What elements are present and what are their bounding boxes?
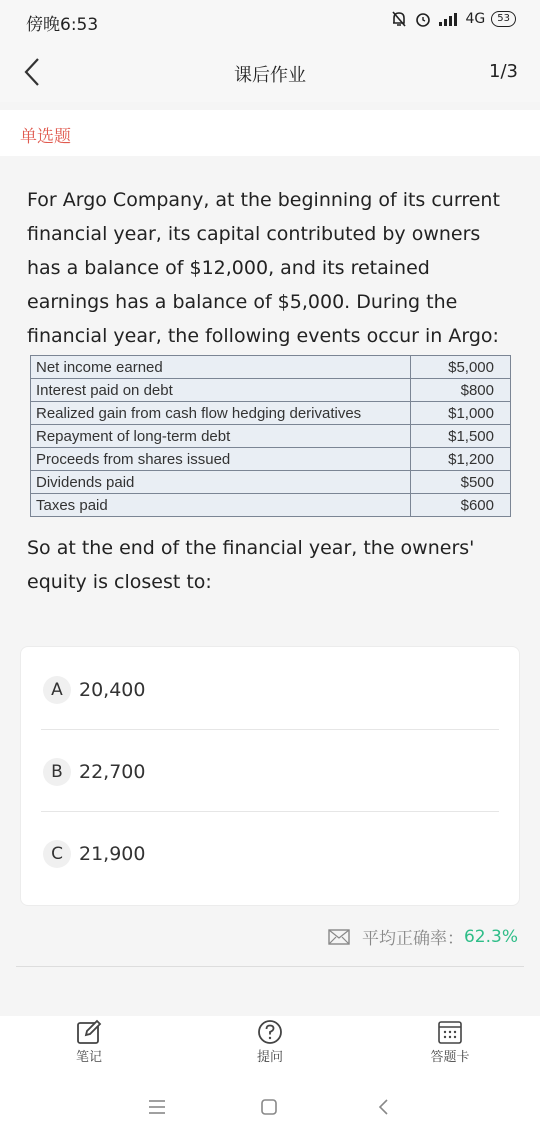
mute-bell-icon [390, 10, 408, 28]
table-row [31, 402, 511, 425]
status-bar [0, 0, 540, 44]
events-table [30, 355, 511, 517]
table-row [31, 425, 511, 448]
event-amount: $5,000 [411, 356, 511, 379]
back-arrow-icon [376, 1098, 390, 1116]
tab-label: 笔记 [75, 1050, 102, 1065]
accuracy-stat [328, 924, 518, 949]
nav-bar [0, 44, 540, 102]
option-a[interactable] [41, 649, 499, 731]
status-icons [390, 10, 517, 28]
status-time: 傍晚6:53 [26, 15, 99, 35]
table-row [31, 494, 511, 517]
option-text: 21,900 [79, 843, 146, 865]
menu-button[interactable] [142, 1094, 172, 1120]
accuracy-value: 62.3% [463, 926, 518, 947]
question-type-label: 单选题 [20, 127, 71, 147]
option-letter: B [43, 758, 71, 786]
event-name: Repayment of long-term debt [31, 425, 411, 448]
event-amount: $600 [411, 494, 511, 517]
option-divider [41, 729, 499, 730]
battery-icon: 53 [491, 11, 516, 27]
event-amount: $500 [411, 471, 511, 494]
event-name: Dividends paid [31, 471, 411, 494]
edit-icon [75, 1019, 103, 1045]
table-row [31, 379, 511, 402]
tab-answer-card[interactable] [410, 1019, 490, 1065]
table-row [31, 356, 511, 379]
table-row [31, 448, 511, 471]
alarm-icon [414, 10, 432, 28]
event-name: Proceeds from shares issued [31, 448, 411, 471]
question-icon [256, 1019, 284, 1045]
accuracy-label: 平均正确率： [361, 929, 464, 949]
option-text: 20,400 [79, 679, 146, 701]
event-name: Realized gain from cash flow hedging derivatives [31, 402, 411, 425]
event-amount: $1,000 [411, 402, 511, 425]
event-name: Taxes paid [31, 494, 411, 517]
option-letter: A [43, 676, 71, 704]
options-card [20, 646, 520, 906]
option-b[interactable] [41, 731, 499, 813]
system-nav-bar [0, 1072, 540, 1140]
tab-label: 提问 [256, 1050, 283, 1065]
option-c[interactable] [41, 813, 499, 895]
option-divider [41, 811, 499, 812]
event-name: Net income earned [31, 356, 411, 379]
mail-icon [328, 929, 350, 945]
home-square-icon [260, 1098, 278, 1116]
bottom-tab-bar [0, 1016, 540, 1072]
question-stem-end: So at the end of the financial year, the owners' equity is closest to: [27, 537, 475, 593]
option-letter: C [43, 840, 71, 868]
event-amount: $800 [411, 379, 511, 402]
option-text: 22,700 [79, 761, 146, 783]
page-title: 课后作业 [234, 65, 306, 86]
menu-icon [148, 1099, 166, 1115]
tab-notes[interactable] [49, 1019, 129, 1065]
event-amount: $1,500 [411, 425, 511, 448]
question-type-band [0, 110, 540, 156]
question-stem: For Argo Company, at the beginning of its current financial year, its capital contributed by owners has a balance of $12,000, and its retained earnings has a balance of $5,000. During the financial year, the following events occur in Argo: [27, 189, 500, 347]
event-name: Interest paid on debt [31, 379, 411, 402]
system-back-button[interactable] [368, 1094, 398, 1120]
divider [16, 966, 524, 967]
signal-icon [438, 11, 460, 27]
question-area [0, 156, 540, 906]
network-type: 4G [465, 11, 486, 27]
table-row [31, 471, 511, 494]
tab-ask[interactable] [230, 1019, 310, 1065]
page-indicator: 1/3 [489, 61, 518, 82]
accuracy-row [0, 906, 540, 966]
answer-card-icon [436, 1019, 464, 1045]
tab-label: 答题卡 [430, 1050, 470, 1065]
home-button[interactable] [254, 1094, 284, 1120]
event-amount: $1,200 [411, 448, 511, 471]
